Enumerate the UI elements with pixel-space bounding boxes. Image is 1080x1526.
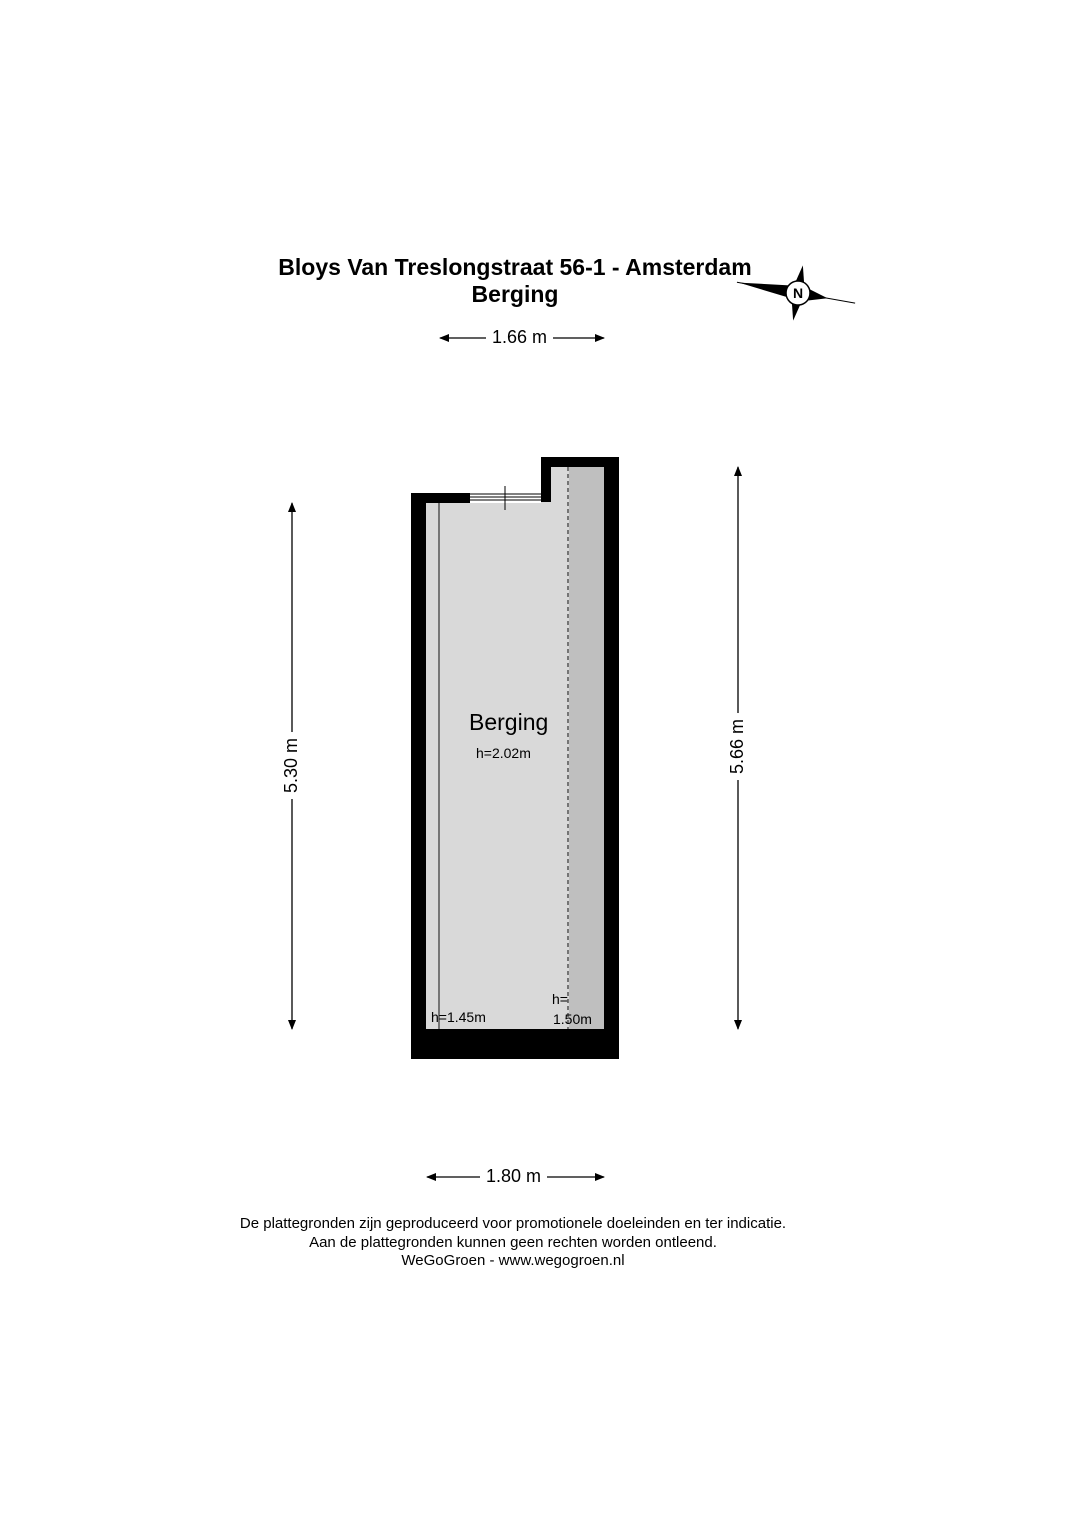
disclaimer-line-1: De plattegronden zijn geproduceerd voor promotionele doeleinden en ter indicatie. — [239, 1215, 787, 1232]
room-height-right-line1: h= — [552, 991, 568, 1007]
plan-title: Bloys Van Treslongstraat 56-1 - Amsterdam — [278, 254, 752, 280]
dimension-bottom-label: 1.80 m — [480, 1166, 547, 1187]
room-name: Berging — [469, 709, 549, 735]
room-height: h=2.02m — [476, 745, 531, 761]
dimension-top-label: 1.66 m — [486, 327, 553, 348]
plan-subtitle: Berging — [471, 281, 559, 307]
compass-letter: N — [792, 285, 804, 301]
dimension-left-label: 5.30 m — [281, 732, 302, 799]
disclaimer-line-2: Aan de plattegronden kunnen geen rechten worden ontleend. — [309, 1234, 717, 1251]
dimension-right-label: 5.66 m — [727, 713, 748, 780]
room-height-left: h=1.45m — [431, 1009, 486, 1025]
room-height-right-line2: 1.50m — [553, 1011, 592, 1027]
footer-credit: WeGoGroen - www.wegogroen.nl — [401, 1252, 625, 1269]
